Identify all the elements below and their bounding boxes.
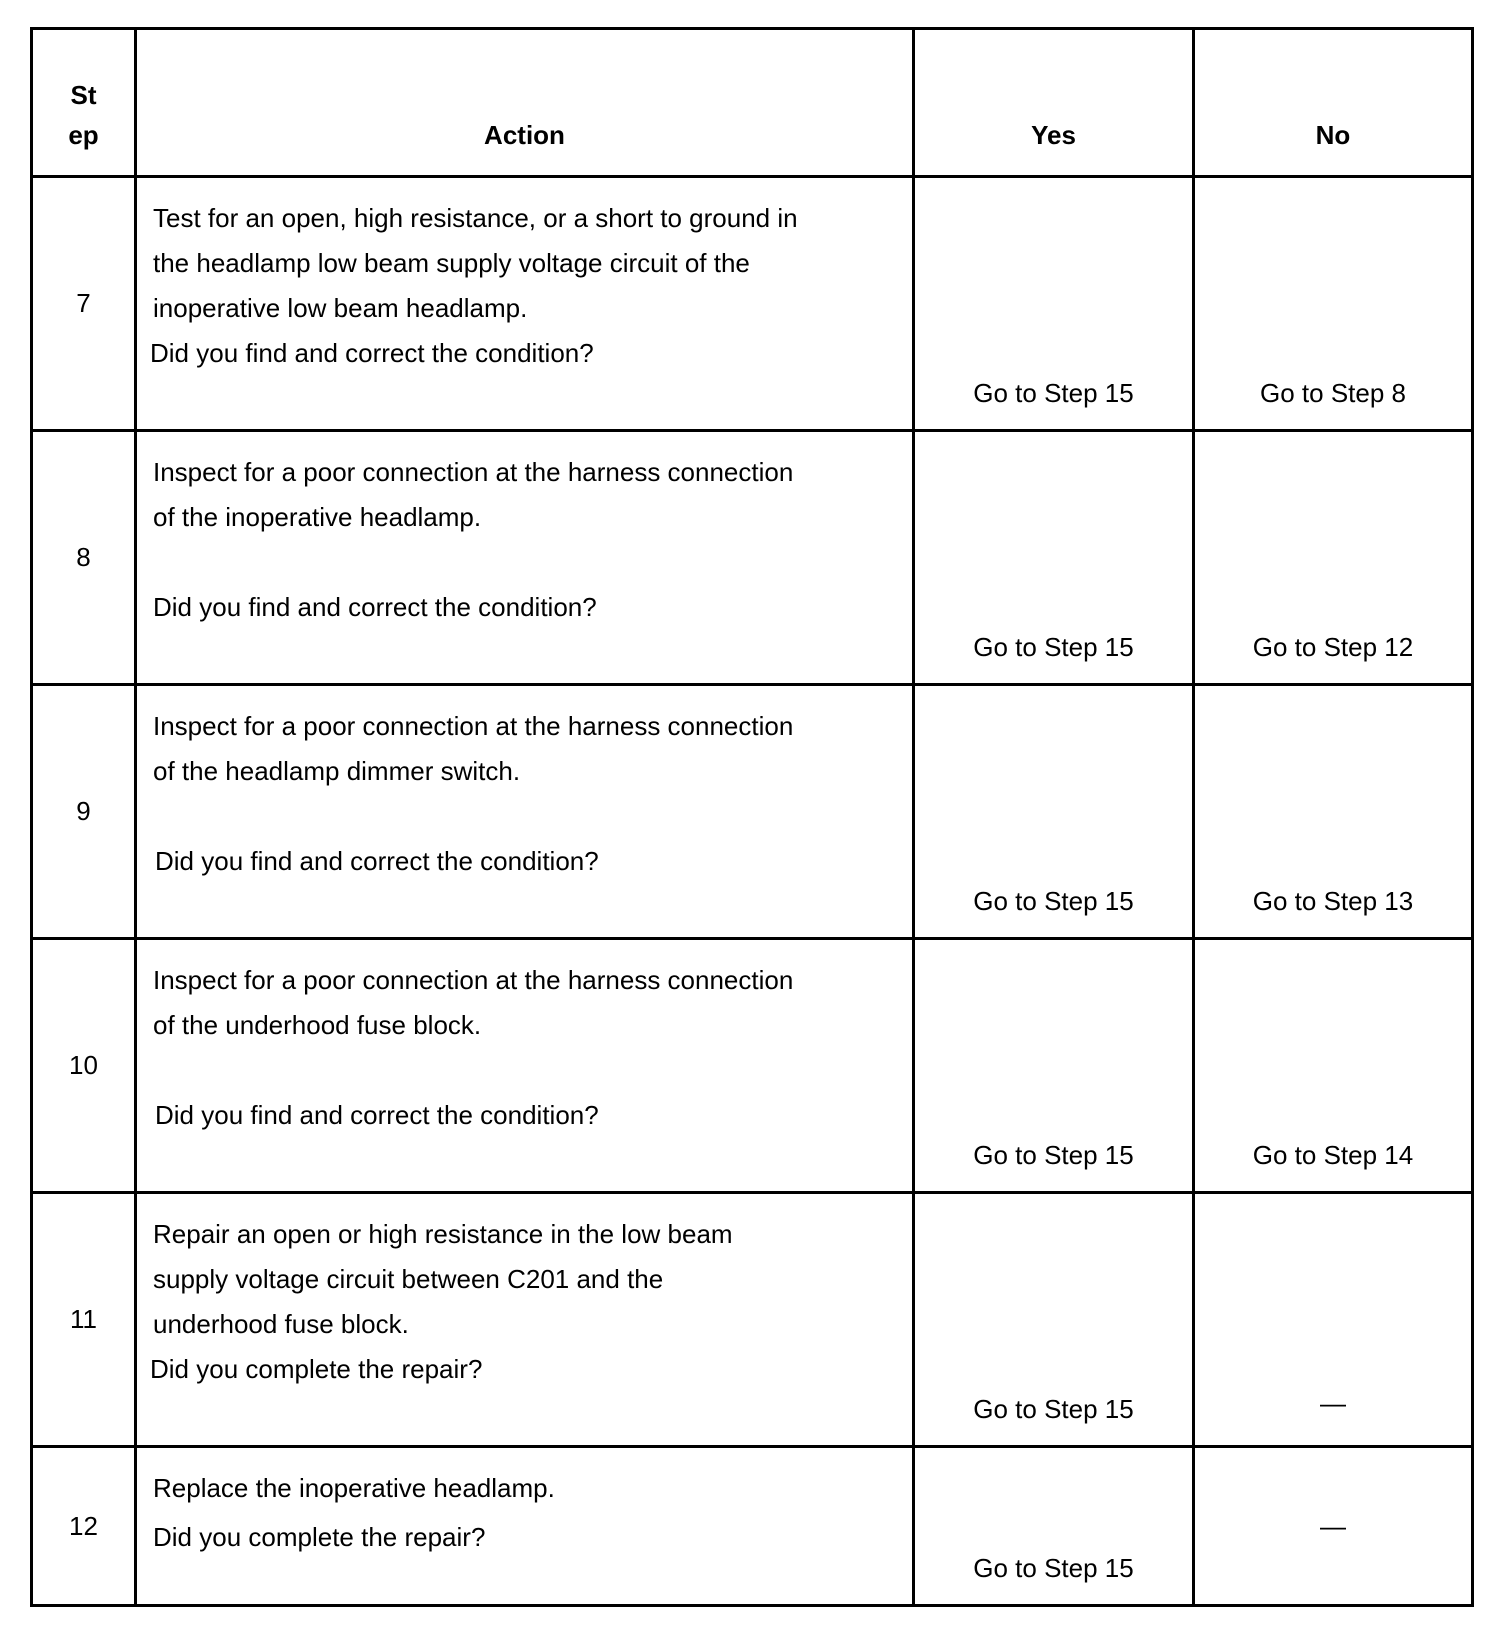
action-cell <box>137 432 915 686</box>
action-line: Replace the inoperative headlamp. <box>153 1473 555 1503</box>
action-line: Repair an open or high resistance in the low beam <box>153 1219 733 1249</box>
yes-result: Go to Step 15 <box>915 940 1195 1194</box>
action-question: Did you find and correct the condition? <box>153 592 597 622</box>
action-line: of the underhood fuse block. <box>153 1010 482 1040</box>
action-cell <box>137 1448 915 1604</box>
action-line: of the headlamp dimmer switch. <box>153 756 521 786</box>
action-question: Did you find and correct the condition? <box>155 1100 599 1130</box>
yes-result: Go to Step 15 <box>915 178 1195 432</box>
action-line: of the inoperative headlamp. <box>153 502 482 532</box>
header-step-line2: ep <box>68 120 99 150</box>
no-result: Go to Step 12 <box>1195 432 1471 686</box>
diagnostic-table <box>30 27 1474 1607</box>
action-cell <box>137 1194 915 1448</box>
action-question: Did you complete the repair? <box>150 1354 483 1384</box>
step-number: 11 <box>33 1194 137 1448</box>
action-line: inoperative low beam headlamp. <box>153 293 528 323</box>
step-number: 8 <box>33 432 137 686</box>
no-result: Go to Step 8 <box>1195 178 1471 432</box>
action-cell <box>137 686 915 940</box>
action-line: underhood fuse block. <box>153 1309 409 1339</box>
yes-result: Go to Step 15 <box>915 432 1195 686</box>
no-result-dash: — <box>1195 1194 1471 1448</box>
header-step <box>33 30 137 178</box>
action-line: Inspect for a poor connection at the harness connection <box>153 965 794 995</box>
action-line: Inspect for a poor connection at the harness connection <box>153 711 794 741</box>
action-question: Did you complete the repair? <box>153 1522 486 1552</box>
no-result: Go to Step 13 <box>1195 686 1471 940</box>
action-question: Did you find and correct the condition? <box>150 338 594 368</box>
yes-result: Go to Step 15 <box>915 686 1195 940</box>
action-cell <box>137 940 915 1194</box>
yes-result: Go to Step 15 <box>915 1448 1195 1604</box>
action-line: Test for an open, high resistance, or a short to ground in <box>153 203 798 233</box>
step-number: 9 <box>33 686 137 940</box>
header-no: No <box>1195 30 1471 178</box>
yes-result: Go to Step 15 <box>915 1194 1195 1448</box>
action-line: Inspect for a poor connection at the harness connection <box>153 457 794 487</box>
header-yes: Yes <box>915 30 1195 178</box>
step-number: 12 <box>33 1448 137 1604</box>
action-cell <box>137 178 915 432</box>
header-step-line1: St <box>70 80 97 110</box>
no-result: Go to Step 14 <box>1195 940 1471 1194</box>
step-number: 7 <box>33 178 137 432</box>
step-number: 10 <box>33 940 137 1194</box>
header-action: Action <box>137 30 915 178</box>
no-result-dash: — <box>1320 1510 1346 1541</box>
action-line: the headlamp low beam supply voltage circuit of the <box>153 248 750 278</box>
action-question: Did you find and correct the condition? <box>155 846 599 876</box>
action-line: supply voltage circuit between C201 and the <box>153 1264 664 1294</box>
